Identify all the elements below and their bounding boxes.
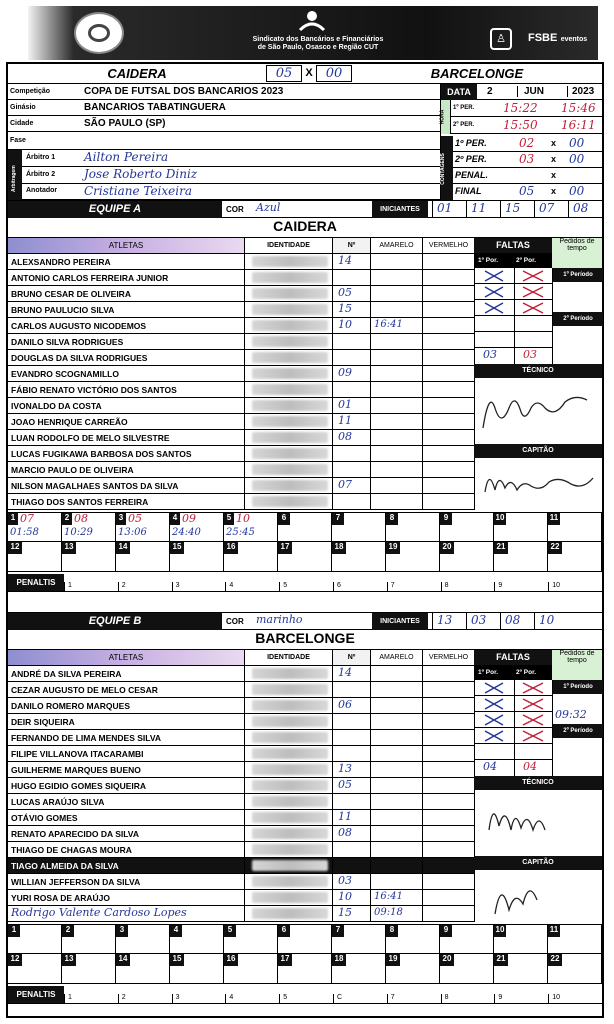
arbitro1-label: Árbitro 1 [26, 154, 56, 161]
penalty-slot: 1 [64, 582, 72, 591]
team_a-capitao-signature [474, 458, 602, 510]
score-b: 00 [316, 65, 352, 82]
union-logo-icon [74, 12, 124, 54]
table-row [8, 446, 474, 462]
table-row [8, 778, 474, 794]
player-number: 14 [338, 666, 352, 679]
player-number: 08 [338, 430, 352, 443]
team_b-name: BARCELONGE [8, 630, 602, 650]
player-number: 11 [338, 810, 352, 823]
team_b-faltas-p1: 1º Por. [478, 669, 499, 676]
goal-slot-number: 4 [170, 513, 180, 525]
goal-slot-number: 22 [548, 954, 562, 966]
player-name: WILLIAN JEFFERSON DA SILVA [11, 877, 141, 887]
team-b-title: BARCELONGE [430, 66, 524, 81]
goal-slot-number: 1 [8, 513, 18, 525]
team_a-col-vermelho: VERMELHO [422, 238, 474, 253]
arbitro2-value: Jose Roberto Diniz [84, 167, 198, 181]
goal-slot-number: 20 [440, 542, 454, 554]
header-banner [28, 6, 598, 60]
per2-start: 15:50 [503, 118, 538, 132]
goal-time: 13:06 [118, 527, 147, 538]
table-row [8, 318, 474, 334]
player-number: 05 [338, 778, 352, 791]
penalty-slot: 1 [64, 994, 72, 1003]
goal-slot-number: 6 [278, 925, 290, 937]
player-name: THIAGO DOS SANTOS FERREIRA [11, 497, 149, 507]
team_b-iniciante: 03 [466, 613, 486, 630]
per1-hora-label: 1º PER. [453, 105, 475, 111]
score-x: X [305, 67, 313, 79]
goal-slot-number: 8 [386, 925, 398, 937]
player-number: 15 [338, 906, 352, 919]
player-name: IVONALDO DA COSTA [11, 401, 102, 411]
team_a-goals-row1 [8, 512, 602, 542]
penalty-slot: 10 [548, 582, 560, 591]
union-emblem-icon [298, 10, 326, 32]
data-label: DATA [441, 84, 477, 100]
anotador-value: Cristiane Teixeira [84, 184, 192, 198]
date-year: 2023 [567, 86, 594, 97]
player-name: JOAO HENRIQUE CARREÃO [11, 417, 128, 427]
player-number: 13 [338, 762, 352, 775]
score-a: 05 [266, 65, 302, 82]
team_b-iniciante: 10 [534, 613, 554, 630]
goal-player: 09 [182, 512, 196, 525]
team_b-penaltis-row [8, 986, 602, 1004]
team_b-col-pedidos: Pedidos de tempo [552, 650, 602, 680]
table-row [8, 366, 474, 382]
table-row [8, 682, 474, 698]
c1-label: 1º PER. [455, 138, 487, 148]
player-amarelo: 16:41 [374, 891, 403, 902]
team_b-tecnico-label: TÉCNICO [474, 776, 602, 790]
goal-slot-number: 5 [224, 513, 234, 525]
penalty-slot: 3 [172, 994, 180, 1003]
team_a-iniciante: 15 [500, 201, 520, 218]
player-number: 14 [338, 254, 352, 267]
team_b-tecnico-signature [474, 790, 602, 856]
team_b-faltas-grid [474, 680, 552, 776]
table-row [8, 334, 474, 350]
goal-slot-number: 14 [116, 954, 130, 966]
player-amarelo: 09:18 [374, 907, 403, 918]
team_b-col-amarelo: AMARELO [370, 650, 422, 665]
team_b-col-faltas: FALTAS [474, 650, 552, 665]
per1-start: 15:22 [503, 101, 538, 115]
table-row [8, 398, 474, 414]
goal-slot-number: 8 [386, 513, 398, 525]
hora-side-label: HORA [441, 100, 451, 134]
table-row [8, 302, 474, 318]
goal-slot-number: 15 [170, 542, 184, 554]
team_b-iniciante: 13 [432, 613, 452, 630]
team_a-cor-value: Azul [256, 201, 281, 214]
goal-slot-number: 3 [116, 513, 126, 525]
team_a-iniciante: 11 [466, 201, 486, 218]
goal-slot-number: 17 [278, 954, 292, 966]
player-name: DOUGLAS DA SILVA RODRIGUES [11, 353, 148, 363]
goal-slot-number: 7 [332, 925, 344, 937]
goal-slot-number: 15 [170, 954, 184, 966]
table-row [8, 494, 474, 510]
goal-slot-number: 2 [62, 513, 72, 525]
table-row [8, 874, 474, 890]
team_b-col-atletas: ATLETAS [8, 650, 244, 665]
player-name: LUCAS ARAÚJO SILVA [11, 797, 105, 807]
penalty-slot: 9 [494, 582, 502, 591]
table-row [8, 350, 474, 366]
team_a-faltas-p2: 2º Por. [516, 257, 537, 264]
table-row [8, 698, 474, 714]
c1-a: 02 [519, 136, 535, 150]
player-number: 15 [338, 302, 352, 315]
table-row [8, 254, 474, 270]
player-name: TIAGO ALMEIDA DA SILVA [11, 861, 119, 871]
goal-slot-number: 12 [8, 954, 22, 966]
team_a-col-faltas: FALTAS [474, 238, 552, 253]
table-row [8, 714, 474, 730]
c2-b: 00 [569, 152, 585, 166]
goal-slot-number: 18 [332, 954, 346, 966]
fase-label: Fase [10, 137, 26, 144]
app-icon: ♙ [490, 28, 512, 50]
team_a-name: CAIDERA [8, 218, 602, 238]
cidade-label: Cidade [10, 120, 34, 127]
player-name: NILSON MAGALHAES SANTOS DA SILVA [11, 481, 179, 491]
team_b-capitao-signature [474, 870, 602, 922]
team_a-iniciante: 08 [568, 201, 588, 218]
final-label: FINAL [455, 186, 482, 196]
goal-slot-number: 19 [386, 542, 400, 554]
final-a: 05 [519, 184, 535, 198]
anotador-label: Anotador [26, 187, 58, 194]
player-name: OTÁVIO GOMES [11, 813, 78, 823]
team_a-iniciantes-label: INICIANTES [372, 201, 428, 218]
team_a-goals-row2 [8, 542, 602, 572]
goal-player: 08 [74, 512, 88, 525]
table-row [8, 414, 474, 430]
goal-player: 10 [236, 512, 250, 525]
eventos-logo: FSBE eventos [528, 32, 588, 44]
player-name: LUAN RODOLFO DE MELO SILVESTRE [11, 433, 170, 443]
team_a-faltas-total-p1: 03 [483, 348, 497, 361]
player-number: 03 [338, 874, 352, 887]
penalty-slot: 5 [279, 582, 287, 591]
team_a-col-amarelo: AMARELO [370, 238, 422, 253]
player-name: CARLOS AUGUSTO NICODEMOS [11, 321, 147, 331]
team_b-goals-row2 [8, 954, 602, 984]
player-name: DANILO SILVA RODRIGUES [11, 337, 124, 347]
team_a-iniciante: 07 [534, 201, 554, 218]
team_b-periodo2: 2º Período [553, 724, 603, 738]
player-number: 11 [338, 414, 352, 427]
per2-hora-label: 2º PER. [453, 122, 475, 128]
team_a-col-identidade: IDENTIDADE [244, 238, 332, 253]
team_b-col-identidade: IDENTIDADE [244, 650, 332, 665]
player-number: 08 [338, 826, 352, 839]
team_b-iniciante: 08 [500, 613, 520, 630]
goal-player: 05 [128, 512, 142, 525]
team-a-title: CAIDERA [107, 66, 167, 81]
table-row [8, 810, 474, 826]
player-name: Rodrigo Valente Cardoso Lopes [11, 906, 187, 919]
team_a-penaltis-row [8, 574, 602, 592]
player-name: YURI ROSA DE ARAÚJO [11, 893, 111, 903]
player-number: 06 [338, 698, 352, 711]
table-row [8, 746, 474, 762]
player-name: DEIR SIQUEIRA [11, 717, 75, 727]
goal-slot-number: 9 [440, 513, 452, 525]
goal-slot-number: 17 [278, 542, 292, 554]
goal-slot-number: 4 [170, 925, 182, 937]
arbitro1-value: Ailton Pereira [84, 150, 169, 164]
table-row [8, 826, 474, 842]
table-row [8, 462, 474, 478]
sumula-sheet: CAIDERA 05 X 00 BARCELONGE Competição COPA DE FUTSAL DOS BANCARIOS 2023 Ginásio BANCARIOS TABATINGUERA Cidade SÃO PAULO (SP) Fase Arbitragem Árbitro 1 Ailton Pereira Árbitro 2 Jose Roberto Diniz Anotador Cristiane Teixeira DATA 2 JUN 2023 HORA 1º PER. 15:22 15:46 2º PER. 15:50 16:11 CONTAGENS 1º PER. 02 x 00 2º PER. 03 x 00 PENAL. x FINAL 05 x 00 EQUIPE A COR Azul INICIANTES 01 11 15 07 08 CAIDERA ATLETAS IDENTIDADE Nº AMARELO VERMELHO FALTAS Pedidos de tempo 1º Por. 2º Por. ALEXSANDRO PEREIRA 14 ANTONIO CARLOS FERREIRA JUNIOR BRUNO CESAR DE OLIVEIRA 05 BRUNO PAULUCIO SILVA 15 CARLOS AUGUSTO NICODEMOS 10 16:41 DANILO SILVA RODRIGUES DOUGLAS DA SILVA RODRIGUES EVANDRO SCOGNAMILLO 09 FÁBIO RENATO VICTÓRIO DOS SANTOS IVONALDO DA COSTA 01 JOAO HENRIQUE CARREÃO 11 LUAN RODOLFO DE MELO SILVESTRE 08 LUCAS FUGIKAWA BARBOSA DOS SANTOS MARCIO PAULO DE OLIVEIRA NILSON MAGALHAES SANTOS DA SILVA 07 THIAGO DOS SANTOS FERREIRA 03 03 1º Período 2º Período TÉCNICO CAPITÃO 1 07 01:58 2 08 10:29 3 05 13:06 4 09 24:40 5 10 25:45 6 7 8 9 10 11 12 13 14 15 16 17 18 19 20 21 22 PENALTIS 1 2 3 4 5 6 7 8 9 10 EQUIPE B COR marinho INICIANTES 13 03 08 10 BARCELONGE ATLETAS IDENTIDADE Nº AMARELO VERMELHO FALTAS Pedidos de tempo 1º Por. 2º Por. ANDRÉ DA SILVA PEREIRA 14 CEZAR AUGUSTO DE MELO CESAR DANILO ROMERO MARQUES 06 DEIR SIQUEIRA FERNANDO DE LIMA MENDES SILVA FILIPE VILLANOVA ITACARAMBI GUILHERME MARQUES BUENO 13 HUGO EGIDIO GOMES SIQUEIRA 05 LUCAS ARAÚJO SILVA OTÁVIO GOMES 11 RENATO APARECIDO DA SILVA 08 THIAGO DE CHAGAS MOURA TIAGO ALMEIDA DA SILVA WILLIAN JEFFERSON DA SILVA 03 YURI ROSA DE ARAÚJO 10 16:41 Rodrigo Valente Cardoso Lopes 15 09:18 04 04 1º Período 2º Período 09:32 TÉCNICO CAPITÃO 1 2 3 4 5 6 7 8 9 10 11 12 13 14 15 16 17 18 19 20 21 22 PENALTIS 1 2 3 4 5 C 7 8 9 10 [6, 62, 604, 1018]
player-name: GUILHERME MARQUES BUENO [11, 765, 141, 775]
c2-label: 2º PER. [455, 154, 487, 164]
goal-slot-number: 13 [62, 542, 76, 554]
union-name-line2: de São Paulo, Osasco e Região CUT [257, 44, 379, 51]
team_a-col-num: Nº [332, 238, 370, 253]
player-name: LUCAS FUGIKAWA BARBOSA DOS SANTOS [11, 449, 192, 459]
player-number: 07 [338, 478, 352, 491]
table-row [8, 762, 474, 778]
player-name: DANILO ROMERO MARQUES [11, 701, 130, 711]
ginasio-label: Ginásio [10, 104, 36, 111]
player-name: FILIPE VILLANOVA ITACARAMBI [11, 749, 144, 759]
player-name: ANDRÉ DA SILVA PEREIRA [11, 669, 122, 679]
player-name: THIAGO DE CHAGAS MOURA [11, 845, 132, 855]
goal-slot-number: 16 [224, 542, 238, 554]
table-row [8, 286, 474, 302]
player-number: 01 [338, 398, 352, 411]
penalty-slot: 2 [118, 994, 126, 1003]
goal-slot-number: 5 [224, 925, 236, 937]
player-name: BRUNO CESAR DE OLIVEIRA [11, 289, 131, 299]
goal-slot-number: 18 [332, 542, 346, 554]
table-row [8, 478, 474, 494]
goal-player: 07 [20, 512, 34, 525]
penalty-slot: 9 [494, 994, 502, 1003]
team_b-periodo1: 1º Período [553, 680, 603, 694]
table-row [8, 858, 474, 874]
goal-slot-number: 11 [548, 925, 560, 937]
arbitragem-side-label: Arbitragem [8, 150, 22, 200]
team_a-periodo1: 1º Período [553, 268, 603, 282]
table-row [8, 666, 474, 682]
player-number: 10 [338, 318, 352, 331]
team_a-iniciante: 01 [432, 201, 452, 218]
penalty-slot: 4 [225, 582, 233, 591]
goal-slot-number: 19 [386, 954, 400, 966]
team_b-cor-label: COR [226, 617, 244, 626]
team_a-equipe-label: EQUIPE A [8, 201, 222, 218]
penalty-slot: 10 [548, 994, 560, 1003]
goal-slot-number: 3 [116, 925, 128, 937]
team_b-col-vermelho: VERMELHO [422, 650, 474, 665]
table-row [8, 430, 474, 446]
cidade-value: SÃO PAULO (SP) [84, 118, 166, 129]
penal-label: PENAL. [455, 170, 489, 180]
penalty-slot: C [333, 994, 342, 1003]
team-b-section [8, 612, 602, 1017]
per2-end: 16:11 [561, 118, 596, 132]
goal-slot-number: 22 [548, 542, 562, 554]
goal-slot-number: 11 [548, 513, 560, 525]
goal-slot-number: 9 [440, 925, 452, 937]
final-b: 00 [569, 184, 585, 198]
c2-a: 03 [519, 152, 535, 166]
goal-time: 10:29 [64, 527, 93, 538]
player-number: 10 [338, 890, 352, 903]
team_b-capitao-label: CAPITÃO [474, 856, 602, 870]
penalty-slot: 5 [279, 994, 287, 1003]
penalty-slot: 8 [441, 582, 449, 591]
per1-end: 15:46 [561, 101, 596, 115]
team_b-pedido-tempo: 09:32 [555, 708, 587, 721]
team_a-faltas-total-p2: 03 [523, 348, 537, 361]
player-name: EVANDRO SCOGNAMILLO [11, 369, 119, 379]
competicao-label: Competição [10, 88, 51, 95]
penalty-slot: 2 [118, 582, 126, 591]
team_a-col-pedidos: Pedidos de tempo [552, 238, 602, 268]
team_a-penaltis-label: PENALTIS [8, 574, 64, 591]
player-name: FÁBIO RENATO VICTÓRIO DOS SANTOS [11, 385, 177, 395]
player-name: ANTONIO CARLOS FERREIRA JUNIOR [11, 273, 169, 283]
date-month: JUN [517, 86, 544, 97]
team_a-faltas-p1: 1º Por. [478, 257, 499, 264]
penalty-slot: 4 [225, 994, 233, 1003]
player-name: FERNANDO DE LIMA MENDES SILVA [11, 733, 162, 743]
goal-time: 25:45 [226, 527, 255, 538]
arbitro2-label: Árbitro 2 [26, 171, 56, 178]
team_a-periodo2: 2º Período [553, 312, 603, 326]
table-row [8, 890, 474, 906]
team_b-cor-value: marinho [256, 613, 303, 626]
player-name: RENATO APARECIDO DA SILVA [11, 829, 139, 839]
goal-slot-number: 16 [224, 954, 238, 966]
goal-time: 01:58 [10, 527, 39, 538]
table-row [8, 730, 474, 746]
penalty-slot: 3 [172, 582, 180, 591]
team_a-cor-label: COR [226, 205, 244, 214]
goal-slot-number: 20 [440, 954, 454, 966]
c1-b: 00 [569, 136, 585, 150]
goal-slot-number: 21 [494, 954, 508, 966]
penalty-slot: 7 [387, 994, 395, 1003]
goal-time: 24:40 [172, 527, 201, 538]
player-name: CEZAR AUGUSTO DE MELO CESAR [11, 685, 158, 695]
team_a-capitao-label: CAPITÃO [474, 444, 602, 458]
competicao-value: COPA DE FUTSAL DOS BANCARIOS 2023 [84, 86, 284, 97]
player-name: MARCIO PAULO DE OLIVEIRA [11, 465, 134, 475]
goal-slot-number: 10 [494, 513, 506, 525]
team-a-section [8, 200, 602, 610]
goal-slot-number: 12 [8, 542, 22, 554]
team_b-col-num: Nº [332, 650, 370, 665]
table-row [8, 906, 474, 922]
player-name: HUGO EGIDIO GOMES SIQUEIRA [11, 781, 147, 791]
penalty-slot: 8 [441, 994, 449, 1003]
player-amarelo: 16:41 [374, 319, 403, 330]
goal-slot-number: 6 [278, 513, 290, 525]
player-name: BRUNO PAULUCIO SILVA [11, 305, 115, 315]
team_b-iniciantes-label: INICIANTES [372, 613, 428, 630]
contagens-side-label: CONTAGENS [441, 136, 453, 200]
goal-slot-number: 2 [62, 925, 74, 937]
union-name-line1: Sindicato dos Bancários e Financiários [252, 36, 384, 43]
penalty-slot: 6 [333, 582, 341, 591]
goal-slot-number: 10 [494, 925, 506, 937]
table-row [8, 270, 474, 286]
team_b-faltas-total-p1: 04 [483, 760, 497, 773]
table-row [8, 382, 474, 398]
goal-slot-number: 14 [116, 542, 130, 554]
player-name: ALEXSANDRO PEREIRA [11, 257, 111, 267]
player-number: 09 [338, 366, 352, 379]
team_b-penaltis-label: PENALTIS [8, 986, 64, 1003]
goal-slot-number: 13 [62, 954, 76, 966]
goal-slot-number: 21 [494, 542, 508, 554]
player-number: 05 [338, 286, 352, 299]
team_a-tecnico-signature [474, 378, 602, 444]
team_a-col-atletas: ATLETAS [8, 238, 244, 253]
goal-slot-number: 1 [8, 925, 20, 937]
penalty-slot: 7 [387, 582, 395, 591]
goal-slot-number: 7 [332, 513, 344, 525]
table-row [8, 842, 474, 858]
team_b-goals-row1 [8, 924, 602, 954]
team_b-faltas-total-p2: 04 [523, 760, 537, 773]
ginasio-value: BANCARIOS TABATINGUERA [84, 102, 226, 113]
team_b-faltas-p2: 2º Por. [516, 669, 537, 676]
team_a-faltas-grid [474, 268, 552, 364]
team_b-equipe-label: EQUIPE B [8, 613, 222, 630]
team_a-tecnico-label: TÉCNICO [474, 364, 602, 378]
table-row [8, 794, 474, 810]
date-day: 2 [487, 86, 493, 97]
